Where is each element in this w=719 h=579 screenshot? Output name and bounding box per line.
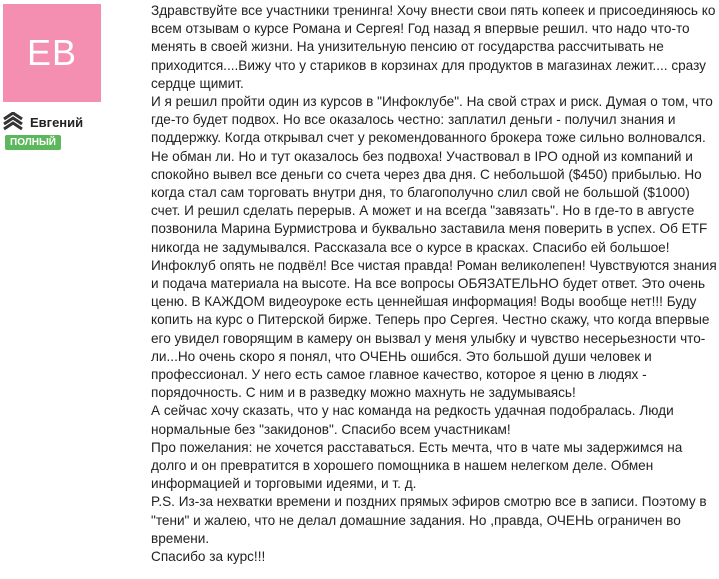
post-paragraph: А сейчас хочу сказать, что у нас команда на редкость удачная подобралась. Люди нормальные без "закидонов". Спасибо всем участникам! [151,403,674,437]
post-paragraph: Спасибо за курс!!! [151,549,266,565]
post-paragraph: И я решил пройти один из курсов в "Инфоклубе". На свой страх и риск. Думая о том, что где-то будет подвох. Но все оказалось честно: заплатил деньги - получил знания и поддержку. Когда открывал счет у рекомендованного брокера тоже сильно волновался. Не обман ли. Но и тут оказалось без подвоха! Участвовал в IPO одной из компаний и спокойно вывел все деньги со счета через два дня. С небольшой ($450) прибылью. Но когда стал сам торговать внутри дня, то благополучно слил свой не большой ($1000) счет. И решил сделать перерыв. А может и на всегда "завязать". Но в где-то в августе позвонила Марина Бурмистрова и буквально заставила меня поверить в успех. Об ETF никогда не задумывался. Рассказала все о курсе в красках. Спасибо ей большое! Инфоклуб опять не подвёл! Все чистая правда! Роман великолепен! Чувствуются знания и подача материала на высоте. На все вопросы ОБЯЗАТЕЛЬНО будет ответ. Это очень ценю. В КАЖДОМ видеоуроке есть ценнейшая информация! Воды вообще нет!!! Буду копить на курс о Питерской бирже. Теперь про Сергея. Честно скажу, что когда впервые его увидел говорящим в камеру он вызвал у меня улыбку и чувство несерьезности что-ли...Но очень скоро я понял, что ОЧЕНЬ ошибся. Это большой души человек и профессионал. У него есть самое главное качество, которое я ценю в людях - порядочность. С ним и в разведку можно махнуть не задумываясь! [151,94,717,401]
status-badge: ПОЛНЫЙ [5,135,61,150]
avatar[interactable] [3,4,101,102]
username[interactable]: Евгений [30,114,84,130]
post-paragraph: Здравствуйте все участники тренинга! Хочу внести свои пять копеек и присоединяюсь ко всем отзывам о курсе Романа и Сергея! Год назад я впервые решил. что надо что-то менять в своей жизни. На унизительную пенсию от государства рассчитывать не приходится....Вижу что у стариков в корзинах для продуктов в магазинах лежит.... сразу сердце щимит. [151,3,716,91]
user-panel [3,4,103,150]
post-paragraph: Про пожелания: не хочется расставаться. Есть мечта, что в чате мы задержимся на долго и он превратится в хорошего помощника в нашем нелегком деле. Обмен информацией и торговыми идеями, и т. д. [151,439,683,492]
post-body [151,2,717,566]
avatar-initials: EB [26,32,78,73]
post-paragraph: P.S. Из-за нехватки времени и поздних прямых эфиров смотрю все в записи. Поэтому в "тени" и жалею, что не делал домашние задания. Но ,правда, ОЧЕНЬ ограничен во времени. [151,494,707,546]
user-info [3,112,103,132]
chevron-stack-icon [2,112,24,132]
